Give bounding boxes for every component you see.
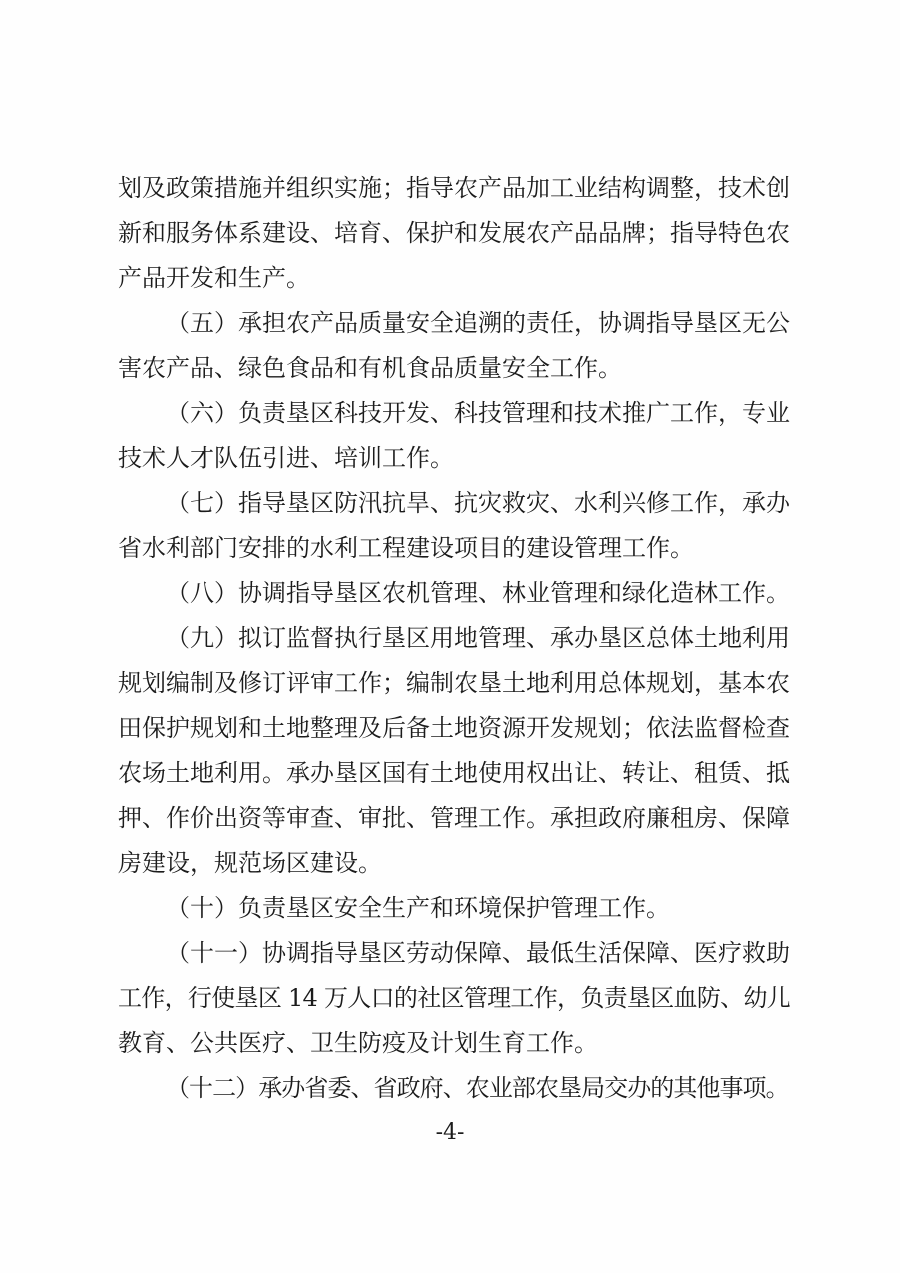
- paragraph: [118, 886, 790, 931]
- text-line: 教育、公共医疗、卫生防疫及计划生育工作。: [118, 1029, 598, 1057]
- text-line: 房建设，规范场区建设。: [118, 849, 382, 877]
- text-line: （九）拟订监督执行垦区用地管理、承办垦区总体土地利用: [166, 624, 790, 652]
- text-line: 省水利部门安排的水利工程建设项目的建设管理工作。: [118, 534, 694, 562]
- text-line: （八）协调指导垦区农机管理、林业管理和绿化造林工作。: [166, 579, 790, 607]
- document-body: [118, 166, 790, 1111]
- text-line: （五）承担农产品质量安全追溯的责任，协调指导垦区无公: [166, 309, 790, 337]
- text-line: 划及政策措施并组织实施；指导农产品加工业结构调整，技术创: [118, 174, 790, 202]
- text-line: （十二）承办省委、省政府、农业部农垦局交办的其他事项。: [166, 1074, 789, 1102]
- paragraph: [118, 931, 790, 1066]
- text-line: 田保护规划和土地整理及后备土地资源开发规划；依法监督检查: [118, 714, 790, 742]
- paragraph: [118, 571, 790, 616]
- paragraph: [118, 1066, 790, 1111]
- paragraph: [118, 481, 790, 571]
- text-line: 技术人才队伍引进、培训工作。: [118, 444, 454, 472]
- paragraph: [118, 616, 790, 886]
- text-line: 工作，行使垦区 14 万人口的社区管理工作，负责垦区血防、幼儿: [118, 984, 790, 1012]
- paragraph: [118, 301, 790, 391]
- text-line: （六）负责垦区科技开发、科技管理和技术推广工作，专业: [166, 399, 790, 427]
- page-number: -4-: [435, 1120, 465, 1145]
- text-line: 产品开发和生产。: [118, 264, 310, 292]
- text-line: （七）指导垦区防汛抗旱、抗灾救灾、水利兴修工作，承办: [166, 489, 790, 517]
- text-line: （十一）协调指导垦区劳动保障、最低生活保障、医疗救助: [166, 939, 790, 967]
- text-line: 押、作价出资等审查、审批、管理工作。承担政府廉租房、保障: [118, 804, 790, 832]
- text-line: 害农产品、绿色食品和有机食品质量安全工作。: [118, 354, 622, 382]
- text-line: 规划编制及修订评审工作；编制农垦土地利用总体规划，基本农: [118, 669, 790, 697]
- text-line: 农场土地利用。承办垦区国有土地使用权出让、转让、租赁、抵: [118, 759, 790, 787]
- paragraph: [118, 166, 790, 301]
- text-line: （十）负责垦区安全生产和环境保护管理工作。: [166, 894, 670, 922]
- paragraph: [118, 391, 790, 481]
- text-line: 新和服务体系建设、培育、保护和发展农产品品牌；指导特色农: [118, 219, 790, 247]
